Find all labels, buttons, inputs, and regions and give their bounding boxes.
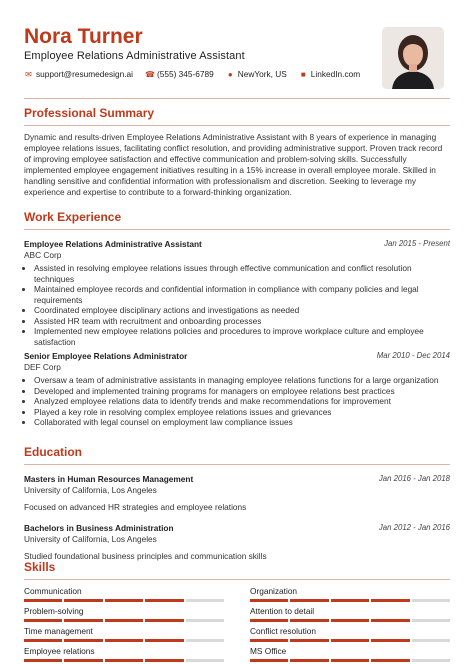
skill-segment-filled bbox=[64, 619, 102, 622]
skill-name: Organization bbox=[250, 586, 298, 596]
job-bullet: • Assisted HR team with recruitment and onboarding processes bbox=[34, 316, 450, 327]
skills-section bbox=[24, 560, 450, 662]
job-bullet: • Assisted in resolving employee relations issues through effective communication and conflict resolution techniques bbox=[34, 263, 450, 284]
skill-segment-filled bbox=[145, 619, 183, 622]
job-bullet: • Maintained employee records and confidential information in compliance with company policies and legal requirements bbox=[34, 284, 450, 305]
job-bullet: • Collaborated with legal counsel on employment law compliance issues bbox=[34, 417, 450, 428]
linkedin-contact[interactable] bbox=[299, 69, 360, 79]
skill-item bbox=[250, 606, 450, 622]
skill-segment-filled bbox=[371, 659, 409, 662]
skills-heading: Skills bbox=[24, 560, 450, 580]
skill-segment-filled bbox=[250, 619, 288, 622]
skill-segment-filled bbox=[64, 639, 102, 642]
skill-segment-filled bbox=[371, 639, 409, 642]
skill-segment-filled bbox=[371, 619, 409, 622]
skill-segment-filled bbox=[290, 599, 328, 602]
job-title: Employee Relations Administrative Assistant bbox=[24, 239, 202, 249]
skill-name: Conflict resolution bbox=[250, 626, 316, 636]
skill-item bbox=[24, 626, 224, 642]
header-divider bbox=[24, 98, 450, 99]
skill-level-bar bbox=[24, 659, 224, 662]
skill-name: Attention to detail bbox=[250, 606, 315, 616]
candidate-title: Employee Relations Administrative Assistant bbox=[24, 50, 245, 62]
skill-segment-filled bbox=[331, 599, 369, 602]
education-dates: Jan 2016 - Jan 2018 bbox=[378, 474, 450, 483]
skill-item bbox=[250, 646, 450, 662]
skill-segment-filled bbox=[290, 619, 328, 622]
skill-level-bar bbox=[250, 639, 450, 642]
linkedin-text: LinkedIn.com bbox=[310, 69, 361, 79]
skill-segment-filled bbox=[331, 659, 369, 662]
skill-segment-empty bbox=[412, 599, 450, 602]
contact-row bbox=[24, 69, 360, 79]
email-text: support@resumedesign.ai bbox=[36, 69, 133, 79]
education-dates: Jan 2012 - Jan 2016 bbox=[378, 523, 450, 532]
skill-segment-filled bbox=[105, 619, 143, 622]
skill-item bbox=[24, 586, 224, 602]
profile-photo bbox=[382, 27, 444, 89]
degree-title: Bachelors in Business Administration bbox=[24, 523, 174, 533]
skill-segment-empty bbox=[186, 599, 224, 602]
skill-level-bar bbox=[250, 619, 450, 622]
job-company: ABC Corp bbox=[24, 250, 62, 260]
school-name: University of California, Los Angeles bbox=[24, 485, 157, 495]
email-contact[interactable] bbox=[24, 69, 133, 79]
skill-segment-empty bbox=[186, 639, 224, 642]
skill-segment-filled bbox=[24, 659, 62, 662]
skill-name: Communication bbox=[24, 586, 82, 596]
skill-segment-filled bbox=[250, 599, 288, 602]
skill-segment-filled bbox=[24, 619, 62, 622]
skill-name: Time management bbox=[24, 626, 93, 636]
skill-name: Employee relations bbox=[24, 646, 95, 656]
education-section bbox=[24, 445, 450, 561]
education-entry bbox=[24, 523, 450, 561]
job-bullet: • Implemented new employee relations policies and procedures to improve workplace culture and employee satisfaction bbox=[34, 326, 450, 347]
summary-heading: Professional Summary bbox=[24, 106, 450, 126]
skill-level-bar bbox=[24, 619, 224, 622]
location-contact bbox=[226, 69, 287, 79]
skill-segment-filled bbox=[105, 599, 143, 602]
job-bullets bbox=[24, 263, 450, 347]
job-entry bbox=[24, 351, 450, 428]
education-description: Focused on advanced HR strategies and employee relations bbox=[24, 502, 247, 512]
skill-item bbox=[250, 626, 450, 642]
skill-segment-filled bbox=[250, 659, 288, 662]
skill-segment-filled bbox=[331, 619, 369, 622]
job-bullet: • Coordinated employee disciplinary actions and investigations as needed bbox=[34, 305, 450, 316]
degree-title: Masters in Human Resources Management bbox=[24, 474, 194, 484]
school-name: University of California, Los Angeles bbox=[24, 534, 157, 544]
skill-level-bar bbox=[24, 639, 224, 642]
job-bullet: • Played a key role in resolving complex employee relations issues and grievances bbox=[34, 407, 450, 418]
skill-segment-filled bbox=[105, 639, 143, 642]
experience-heading: Work Experience bbox=[24, 210, 450, 230]
skill-segment-filled bbox=[64, 599, 102, 602]
skill-item bbox=[24, 606, 224, 622]
skill-segment-empty bbox=[412, 659, 450, 662]
job-title: Senior Employee Relations Administrator bbox=[24, 351, 188, 361]
location-pin-icon: ● bbox=[227, 69, 233, 79]
skill-segment-filled bbox=[24, 599, 62, 602]
skill-segment-empty bbox=[186, 659, 224, 662]
skill-level-bar bbox=[24, 599, 224, 602]
job-entry bbox=[24, 239, 450, 347]
skill-segment-filled bbox=[64, 659, 102, 662]
phone-contact[interactable] bbox=[145, 69, 214, 79]
job-bullets bbox=[24, 375, 450, 428]
envelope-icon: ✉ bbox=[25, 69, 32, 79]
education-description: Studied foundational business principles and communication skills bbox=[24, 551, 267, 561]
job-company: DEF Corp bbox=[24, 362, 61, 372]
skill-segment-filled bbox=[145, 659, 183, 662]
skill-name: Problem-solving bbox=[24, 606, 84, 616]
phone-text: (555) 345-6789 bbox=[156, 69, 214, 79]
phone-icon: ☎ bbox=[144, 69, 155, 79]
skill-segment-filled bbox=[24, 639, 62, 642]
job-dates: Mar 2010 - Dec 2014 bbox=[376, 351, 450, 360]
resume-header bbox=[24, 26, 360, 79]
linkedin-icon: ■ bbox=[300, 69, 306, 79]
job-bullet: • Developed and implemented training programs for managers on employee relations best practices bbox=[34, 386, 450, 397]
location-text: NewYork, US bbox=[237, 69, 287, 79]
skill-segment-empty bbox=[186, 619, 224, 622]
skills-grid bbox=[24, 586, 450, 662]
skill-name: MS Office bbox=[250, 646, 287, 656]
skill-segment-filled bbox=[105, 659, 143, 662]
skill-level-bar bbox=[250, 659, 450, 662]
summary-text: Dynamic and results-driven Employee Relations Administrative Assistant with 8 years of experience in managing employee relations issues, facilitating conflict resolution, and providing administrative support. Proven track record of improving employee satisfaction and effective communication and problem-solving skills. Successfully implemented employee engagement initiatives resulting in a 15% increase in overall employee morale. Skilled in handling sensitive and confidential information with professionalism and discretion. Seeking to leverage my experience and expertise to contribute to a forward-thinking organization. bbox=[24, 132, 443, 197]
skill-segment-empty bbox=[412, 619, 450, 622]
job-bullet: • Analyzed employee relations data to identify trends and make recommendations for improvement bbox=[34, 396, 450, 407]
skill-segment-filled bbox=[145, 639, 183, 642]
skill-item bbox=[24, 646, 224, 662]
skill-segment-filled bbox=[250, 639, 288, 642]
candidate-name: Nora Turner bbox=[24, 25, 143, 48]
summary-section bbox=[24, 106, 450, 198]
skill-level-bar bbox=[250, 599, 450, 602]
skill-segment-empty bbox=[412, 639, 450, 642]
education-heading: Education bbox=[24, 445, 450, 465]
education-entry bbox=[24, 474, 450, 512]
skill-item bbox=[250, 586, 450, 602]
experience-section bbox=[24, 210, 450, 428]
skill-segment-filled bbox=[371, 599, 409, 602]
job-bullet: • Oversaw a team of administrative assistants in managing employee relations functions for a large organization bbox=[34, 375, 450, 386]
skill-segment-filled bbox=[290, 659, 328, 662]
skill-segment-filled bbox=[145, 599, 183, 602]
skill-segment-filled bbox=[290, 639, 328, 642]
skill-segment-filled bbox=[331, 639, 369, 642]
job-dates: Jan 2015 - Present bbox=[384, 239, 450, 248]
